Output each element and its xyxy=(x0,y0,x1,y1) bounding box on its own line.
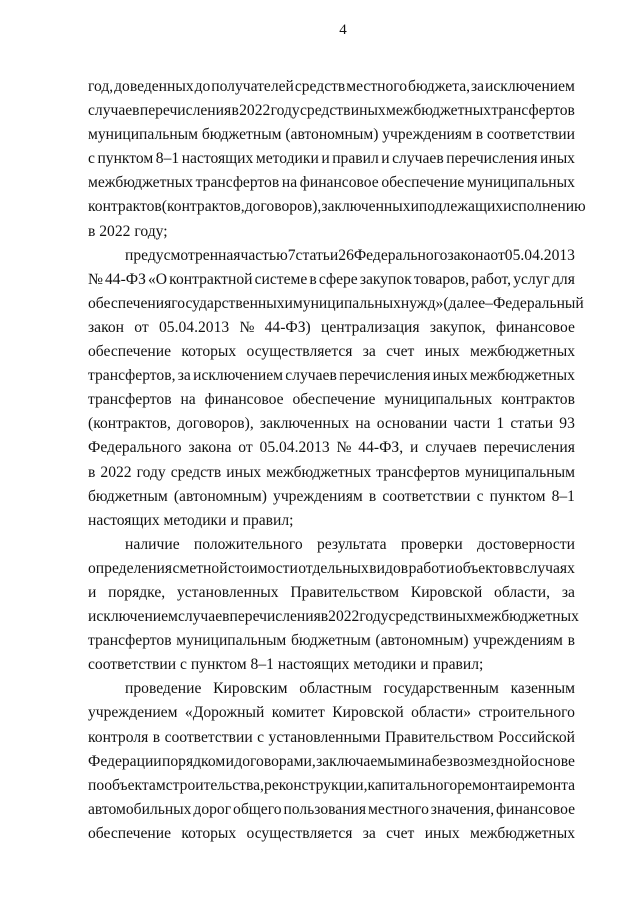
text-line: исключением случаев перечисления в 2022 году средств иных межбюджетных xyxy=(88,608,579,626)
text-line: муниципальным бюджетным (автономным) учреждениям в соответствии xyxy=(88,126,575,144)
text-line: обеспечение которых осуществляется за счет иных межбюджетных xyxy=(88,824,575,842)
page-number: 4 xyxy=(339,22,347,38)
text-line: бюджетным (автономным) учреждениям в соответствии с пунктом 8–1 xyxy=(88,487,575,505)
document-body xyxy=(88,75,586,846)
text-line: проведение Кировским областным государственным казенным xyxy=(125,680,575,698)
text-line: № 44-ФЗ «О контрактной системе в сфере закупок товаров, работ, услуг для xyxy=(88,270,575,288)
text-line: закон от 05.04.2013 № 44-ФЗ) централизация закупок, финансовое xyxy=(88,318,575,336)
text-line: автомобильных дорог общего пользования местного значения, финансовое xyxy=(88,800,575,818)
text-line: трансфертов муниципальным бюджетным (автономным) учреждениям в xyxy=(88,632,575,650)
paragraph xyxy=(88,677,575,846)
text-line: учреждением «Дорожный комитет Кировской области» строительного xyxy=(88,704,575,722)
text-line: год, доведенных до получателей средств местного бюджета, за исключением xyxy=(88,78,575,95)
text-line: (контрактов, договоров), заключенных на основании части 1 статьи 93 xyxy=(88,415,575,433)
text-line: с пунктом 8–1 настоящих методики и правил и случаев перечисления иных xyxy=(88,150,575,168)
text-line: предусмотренная частью 7 статьи 26 Федерального закона от 05.04.2013 xyxy=(125,246,575,264)
text-line: соответствии с пунктом 8–1 настоящих методики и правил; xyxy=(88,656,484,674)
text-line: межбюджетных трансфертов на финансовое обеспечение муниципальных xyxy=(88,174,575,192)
text-line: контроля в соответствии с установленными Правительством Российской xyxy=(88,728,575,746)
text-line: наличие положительного результата проверки достоверности xyxy=(125,535,575,553)
text-line: и порядке, установленных Правительством Кировской области, за xyxy=(88,583,575,601)
text-line: в 2022 году средств иных межбюджетных трансфертов муниципальным xyxy=(88,463,575,481)
text-line: настоящих методики и правил; xyxy=(88,511,294,529)
text-line: Федерации порядком и договорами, заключаемыми на безвозмездной основе xyxy=(88,752,575,770)
paragraph xyxy=(88,244,584,533)
text-line: случаев перечисления в 2022 году средств иных межбюджетных трансфертов xyxy=(88,102,575,120)
text-line: трансфертов, за исключением случаев перечисления иных межбюджетных xyxy=(88,367,575,385)
text-line: Федерального закона от 05.04.2013 № 44-ФЗ, и случаев перечисления xyxy=(88,439,575,457)
text-line: в 2022 году; xyxy=(88,222,168,240)
text-line: обеспечения государственных и муниципальных нужд» (далее – Федеральный xyxy=(88,294,584,312)
text-line: по объектам строительства, реконструкции, капитального ремонта и ремонта xyxy=(88,776,575,794)
paragraph xyxy=(88,533,579,678)
text-line: определения сметной стоимости отдельных видов работ и объектов в случаях xyxy=(88,559,575,577)
text-line: контрактов (контрактов, договоров), заключенных и подлежащих исполнению xyxy=(88,198,586,216)
paragraph xyxy=(88,75,586,244)
text-line: обеспечение которых осуществляется за счет иных межбюджетных xyxy=(88,343,575,361)
text-line: трансфертов на финансовое обеспечение муниципальных контрактов xyxy=(88,391,575,409)
